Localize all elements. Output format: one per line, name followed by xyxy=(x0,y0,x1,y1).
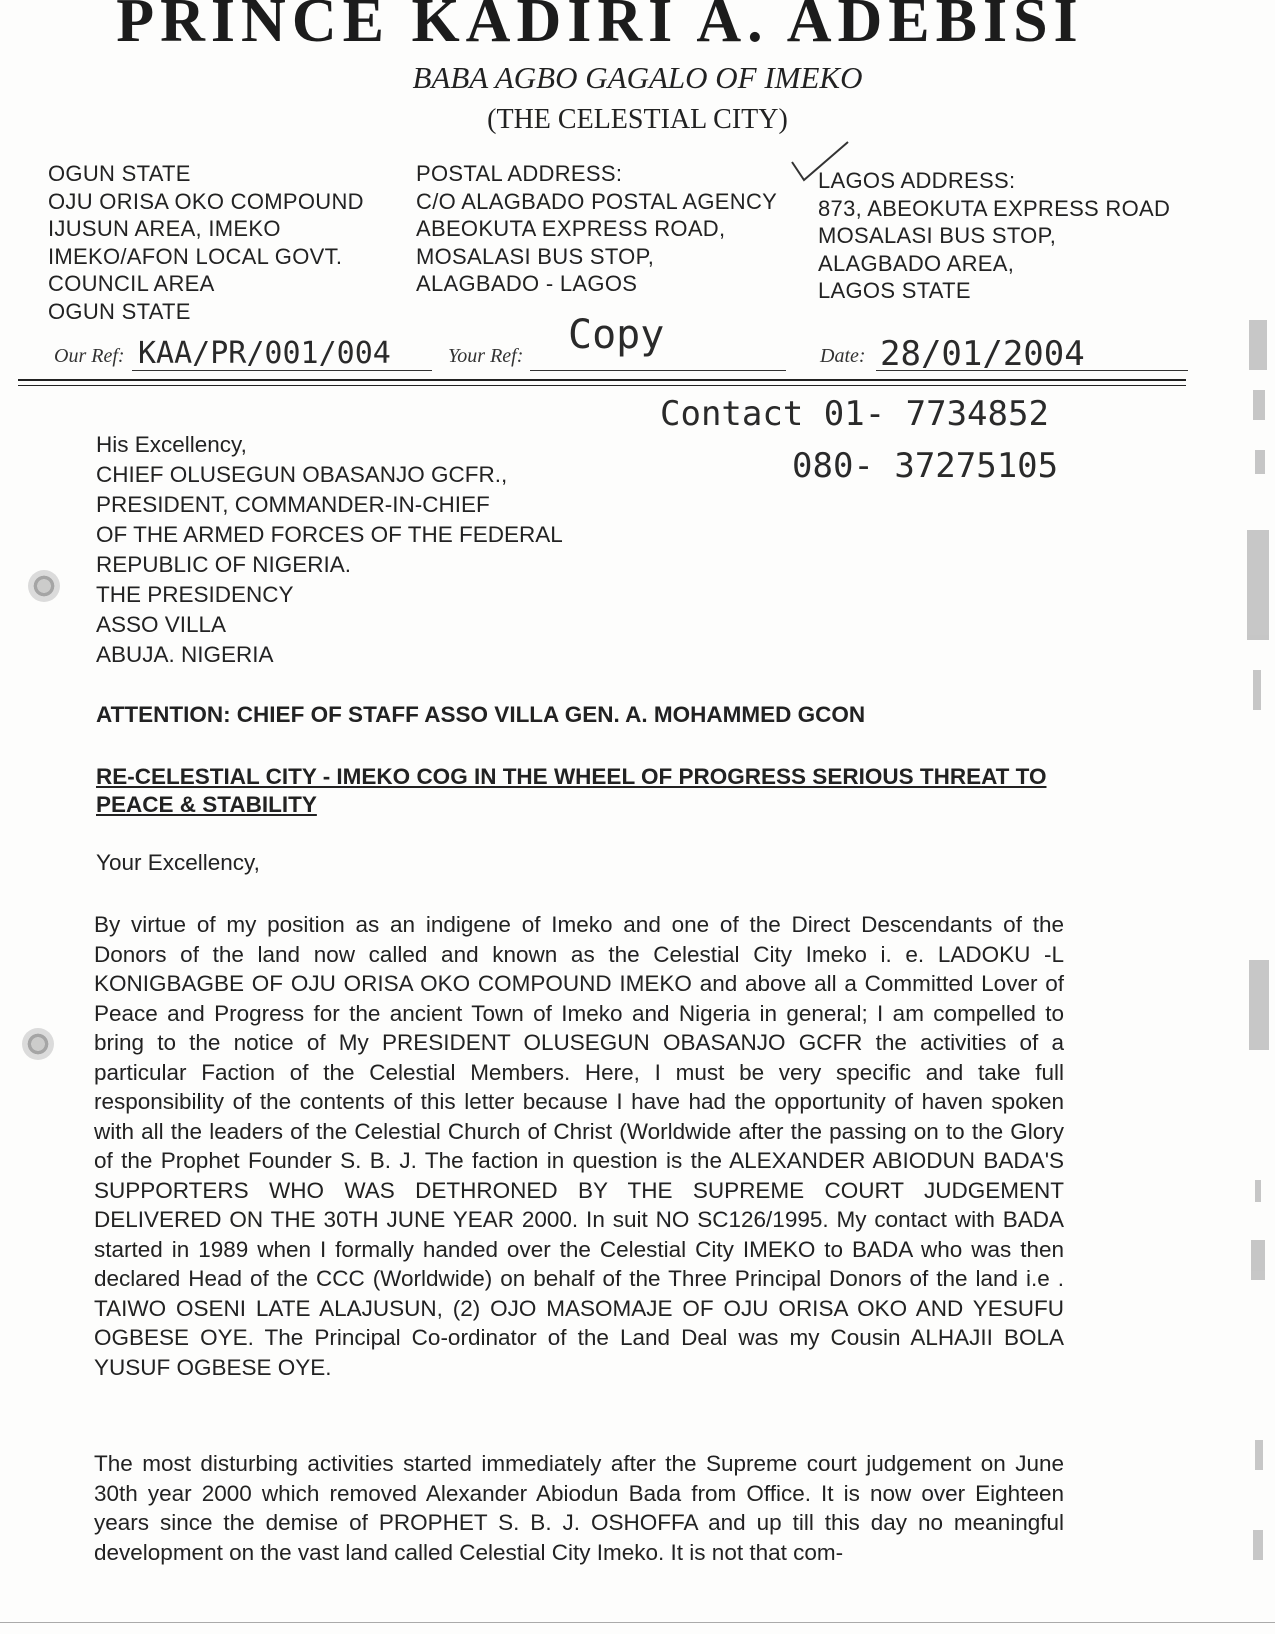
scan-edge-noise xyxy=(1235,300,1275,1634)
your-ref-value: Copy xyxy=(568,312,665,358)
letterhead-title: BABA AGBO GAGALO OF IMEKO xyxy=(412,60,863,95)
body-paragraph: By virtue of my position as an indigene of Imeko and one of the Direct Descendants of the Donors of the land now called and known as the Celestial City Imeko i. e. LADOKU -L KONIGBAGBE OF OJU ORISA OKO COMPOUND IMEKO and above all a Committed Lover of Peace and Progress for the ancient Town of Imeko and Nigeria in general; I am compelled to bring to the notice of My PRESIDENT OLUSEGUN OBASANJO GCFR the activities of a particular Faction of the Celestial Members. Here, I must be very specific and take full responsibility of the contents of this letter because I have had the opportunity of haven spoken with all the leaders of the Celestial Church of Christ (Worldwide after the passing on to the Glory of the Prophet Founder S. B. J. The faction in question is the ALEXANDER ABIODUN BADA'S SUPPORTERS WHO WAS DETHRONED BY THE SUPREME COURT JUDGEMENT DELIVERED ON THE 30TH JUNE YEAR 2000. In suit NO SC126/1995. My contact with BADA started in 1989 when I formally handed over the Celestial City IMEKO to BADA who was then declared Head of the CCC (Worldwide) on behalf of the Three Principal Donors of the land i.e . TAIWO OSENI LATE ALAJUSUN, (2) OJO MASOMAJE OF OJU ORISA OKO AND YESUFU OGBESE OYE. The Principal Co-ordinator of the Land Deal was my Cousin ALHAJII BOLA YUSUF OGBESE OYE. xyxy=(94,912,1064,1380)
recipient-line: His Excellency, xyxy=(96,432,247,457)
ogun-address-line: IJUSUN AREA, IMEKO xyxy=(48,216,281,241)
handwritten-contact-line: Contact 01- 7734852 xyxy=(660,394,1049,434)
handwritten-contact-line: 080- 37275105 xyxy=(792,446,1059,486)
postal-address-heading: POSTAL ADDRESS: xyxy=(416,161,623,186)
recipient-line: CHIEF OLUSEGUN OBASANJO GCFR., xyxy=(96,462,508,487)
letterhead-city: (THE CELESTIAL CITY) xyxy=(487,104,788,135)
ogun-address-line: OJU ORISA OKO COMPOUND xyxy=(48,188,364,214)
ogun-address-block xyxy=(48,160,364,325)
header-divider xyxy=(18,379,1186,381)
header-divider xyxy=(18,385,1186,386)
punch-hole-mark xyxy=(22,1028,54,1060)
body-paragraph: The most disturbing activities started immediately after the Supreme court judgement on June 30th year 2000 which removed Alexander Abiodun Bada from Office. It is now over Eighteen years since the demise of PROPHET S. B. J. OSHOFFA and up till this day no meaningful development on the vast land called Celestial City Imeko. It is not that com- xyxy=(94,1451,1064,1565)
lagos-address-heading: LAGOS ADDRESS: xyxy=(818,168,1016,193)
ogun-address-heading: OGUN STATE xyxy=(48,161,191,186)
your-ref-label: Your Ref: xyxy=(448,345,524,367)
lagos-address-line: MOSALASI BUS STOP, xyxy=(818,223,1057,248)
recipient-line: ABUJA. NIGERIA xyxy=(96,642,274,667)
postal-address-line: ABEOKUTA EXPRESS ROAD, xyxy=(416,216,726,241)
recipient-line: REPUBLIC OF NIGERIA. xyxy=(96,552,352,577)
lagos-address-block xyxy=(818,167,1170,305)
lagos-address-line: 873, ABEOKUTA EXPRESS ROAD xyxy=(818,195,1171,221)
subject-line: RE-CELESTIAL CITY - IMEKO COG IN THE WHEEL OF PROGRESS SERIOUS THREAT TO PEACE & STABILITY xyxy=(96,764,1047,817)
attention-line: ATTENTION: CHIEF OF STAFF ASSO VILLA GEN. A. MOHAMMED GCON xyxy=(96,702,866,727)
our-ref-label: Our Ref: xyxy=(54,345,125,367)
recipient-line: THE PRESIDENCY xyxy=(96,582,294,607)
postal-address-block xyxy=(416,160,777,298)
postal-address-line: C/O ALAGBADO POSTAL AGENCY xyxy=(416,188,778,214)
recipient-line: OF THE ARMED FORCES OF THE FEDERAL xyxy=(96,522,563,547)
our-ref-value: KAA/PR/001/004 xyxy=(138,336,391,371)
recipient-address xyxy=(96,430,563,670)
lagos-address-line: ALAGBADO AREA, xyxy=(818,250,1015,276)
date-label: Date: xyxy=(820,345,866,367)
date-value: 28/01/2004 xyxy=(880,334,1085,374)
punch-hole-mark xyxy=(28,570,60,602)
lagos-address-line: LAGOS STATE xyxy=(818,278,971,303)
letterhead-name: PRINCE KADIRI A. ADEBISI xyxy=(116,0,1084,55)
ogun-address-line: IMEKO/AFON LOCAL GOVT. xyxy=(48,243,343,269)
recipient-line: ASSO VILLA xyxy=(96,612,227,637)
ogun-address-line: COUNCIL AREA xyxy=(48,271,215,296)
scan-bottom-edge xyxy=(0,1622,1275,1623)
ogun-address-line: OGUN STATE xyxy=(48,298,191,324)
recipient-line: PRESIDENT, COMMANDER-IN-CHIEF xyxy=(96,492,490,517)
postal-address-line: MOSALASI BUS STOP, xyxy=(416,243,655,269)
salutation: Your Excellency, xyxy=(96,850,260,875)
postal-address-line: ALAGBADO - LAGOS xyxy=(416,271,638,296)
